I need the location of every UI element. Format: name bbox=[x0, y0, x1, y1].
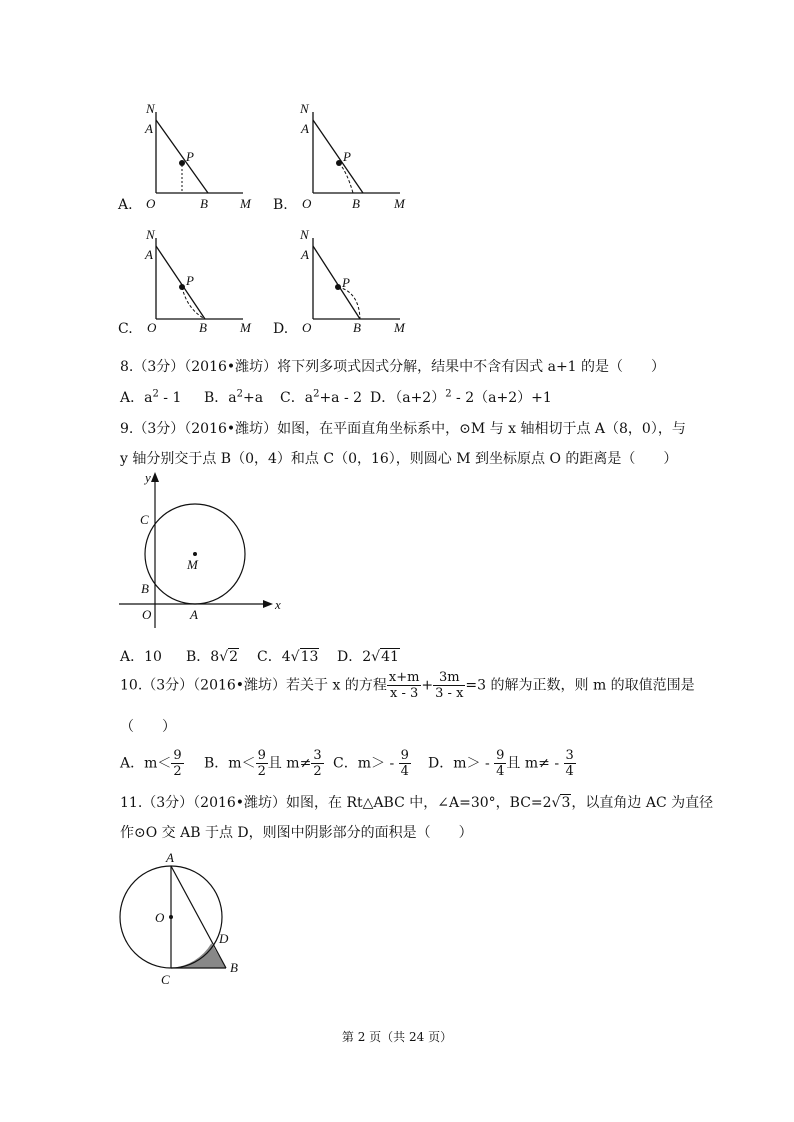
q10-option-b: B．m＜ $\frac{9}{2}$ 且 m≠ $\frac{3}{2}$ bbox=[204, 748, 322, 779]
svg-text:M: M bbox=[394, 320, 405, 335]
svg-text:B: B bbox=[352, 196, 360, 211]
svg-text:x: x bbox=[275, 597, 281, 612]
svg-text:P: P bbox=[343, 149, 351, 164]
q11-stem-line2: 作⊙O 交 AB 于点 D，则图中阴影部分的面积是（ ） bbox=[120, 825, 473, 841]
fraction: $\frac{9}{4}$ bbox=[400, 748, 409, 779]
sqrt: √13 bbox=[290, 649, 319, 665]
graph-a-figure bbox=[118, 100, 268, 215]
sqrt: √41 bbox=[371, 649, 399, 665]
svg-text:A: A bbox=[145, 247, 153, 262]
svg-text:O: O bbox=[155, 910, 165, 925]
svg-text:O: O bbox=[302, 320, 312, 335]
svg-text:B: B bbox=[199, 320, 207, 335]
svg-text:M: M bbox=[187, 557, 198, 572]
svg-text:O: O bbox=[142, 607, 152, 622]
fraction: $\frac{x+m}{x - 3}$ bbox=[388, 670, 420, 701]
svg-text:B: B bbox=[141, 581, 149, 596]
q10-paren: （ ） bbox=[120, 719, 176, 735]
svg-text:A: A bbox=[301, 247, 309, 262]
graph-d-figure bbox=[273, 226, 423, 341]
fraction: $\frac{3m}{3 - x}$ bbox=[435, 670, 464, 701]
svg-text:O: O bbox=[146, 196, 156, 211]
q7-graph-a bbox=[118, 100, 268, 215]
option-letter: B. bbox=[273, 197, 288, 213]
svg-text:O: O bbox=[302, 196, 312, 211]
q9-stem-line2: y 轴分别交于点 B（0，4）和点 C（0，16），则圆心 M 到坐标原点 O 的距离是（ ） bbox=[120, 451, 678, 467]
q8-option-d: D．$(a+2)^2 - 2(a+2)+1$ bbox=[370, 388, 552, 406]
graph-b-figure bbox=[273, 100, 423, 215]
fraction: $\frac{9}{2}$ bbox=[257, 748, 266, 779]
sqrt: √2 bbox=[219, 649, 239, 665]
svg-text:M: M bbox=[394, 196, 405, 211]
q8-option-c: C．$a^2+a - 2$ bbox=[280, 388, 363, 406]
svg-text:A: A bbox=[166, 850, 174, 865]
svg-text:N: N bbox=[300, 101, 309, 116]
q7-graph-d bbox=[273, 226, 423, 341]
svg-text:C: C bbox=[140, 512, 149, 527]
svg-text:y: y bbox=[145, 470, 151, 485]
q10-stem: 10.（3分）（2016•潍坊）若关于 x 的方程 $\frac{x+m}{x - 3}$ + $\frac{3m}{3 - x}$ =3 的解为正数，则 m 的取值范围是 bbox=[120, 670, 695, 701]
svg-text:C: C bbox=[161, 972, 170, 987]
sqrt: √3 bbox=[551, 795, 571, 811]
q9-option-a: A．10 bbox=[120, 649, 162, 665]
q8-option-a: A．$a^2 - 1$ bbox=[120, 388, 182, 406]
q9-option-d: D．2√41 bbox=[337, 649, 399, 665]
q7-graph-c bbox=[118, 226, 268, 341]
option-letter: D. bbox=[273, 321, 289, 337]
q8-stem: 8.（3分）（2016•潍坊）将下列多项式因式分解，结果中不含有因式 a+1 的是（ ） bbox=[120, 359, 666, 375]
svg-text:M: M bbox=[240, 320, 251, 335]
fraction: $\frac{9}{4}$ bbox=[496, 748, 505, 779]
q9-stem-line1: 9.（3分）（2016•潍坊）如图，在平面直角坐标系中，⊙M 与 x 轴相切于点 A（8，0），与 bbox=[120, 421, 686, 437]
q10-option-a: A．m＜ $\frac{9}{2}$ bbox=[120, 748, 182, 779]
svg-text:B: B bbox=[230, 960, 238, 975]
svg-text:M: M bbox=[240, 196, 251, 211]
option-letter: A. bbox=[118, 197, 133, 213]
q11-figure bbox=[110, 848, 260, 993]
svg-text:A: A bbox=[190, 607, 198, 622]
svg-text:P: P bbox=[342, 275, 350, 290]
svg-text:O: O bbox=[147, 320, 157, 335]
q10-option-d: D．m＞ - $\frac{9}{4}$ 且 m≠ - $\frac{3}{4}$ bbox=[428, 748, 574, 779]
svg-text:D: D bbox=[219, 931, 229, 946]
q8-option-b: B．$a^2+a$ bbox=[204, 388, 264, 406]
fraction: $\frac{3}{2}$ bbox=[313, 748, 322, 779]
page-footer: 第 2 页（共 24 页） bbox=[341, 1030, 453, 1044]
svg-text:B: B bbox=[200, 196, 208, 211]
q9-figure bbox=[115, 470, 295, 635]
option-letter: C. bbox=[118, 321, 133, 337]
svg-text:P: P bbox=[186, 273, 194, 288]
fraction: $\frac{9}{2}$ bbox=[173, 748, 182, 779]
svg-text:A: A bbox=[301, 121, 309, 136]
svg-text:N: N bbox=[146, 227, 155, 242]
q9-option-b: B．8√2 bbox=[186, 649, 239, 665]
svg-text:P: P bbox=[186, 149, 194, 164]
q11-stem-line1: 11.（3分）（2016•潍坊）如图，在 Rt△ABC 中，∠A=30°，BC=2√3，以直角边 AC 为直径 bbox=[120, 795, 714, 811]
svg-text:N: N bbox=[146, 101, 155, 116]
q7-graph-b bbox=[273, 100, 423, 215]
svg-text:B: B bbox=[353, 320, 361, 335]
q9-option-c: C．4√13 bbox=[257, 649, 319, 665]
svg-text:N: N bbox=[300, 227, 309, 242]
graph-c-figure bbox=[118, 226, 268, 341]
q10-option-c: C．m＞ - $\frac{9}{4}$ bbox=[333, 748, 409, 779]
fraction: $\frac{3}{4}$ bbox=[565, 748, 574, 779]
svg-text:A: A bbox=[145, 121, 153, 136]
